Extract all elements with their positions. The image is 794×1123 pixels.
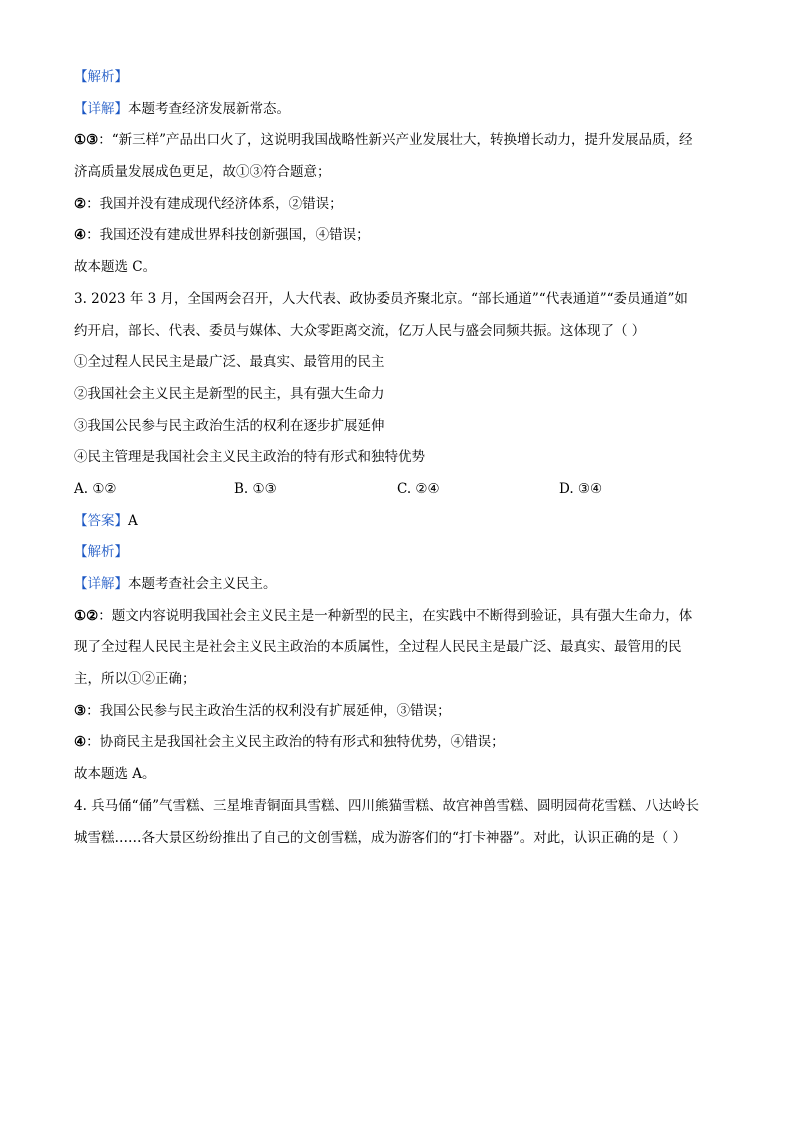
- option-a: A. ①②: [74, 480, 117, 497]
- answer-line: [74, 506, 730, 538]
- statement: ③我国公民参与民主政治生活的权利在逐步扩展延伸: [74, 417, 385, 434]
- point-text: ：题文内容说明我国社会主义民主是一种新型的民主，在实践中不断得到验证，具有强大生命力，体: [98, 607, 693, 624]
- analysis-heading: [74, 537, 730, 569]
- question-stem: 4. 兵马俑“俑”气雪糕、三星堆青铜面具雪糕、四川熊猫雪糕、故宫神兽雪糕、圆明园荷花雪糕、八达岭长: [74, 797, 699, 814]
- option-d: D. ③④: [559, 480, 603, 497]
- detail-text: 本题考查经济发展新常态。: [128, 100, 290, 117]
- analysis-point: [74, 220, 730, 252]
- analysis-heading: [74, 62, 730, 94]
- point-text: ：我国公民参与民主政治生活的权利没有扩展延伸，③错误；: [86, 702, 451, 719]
- answer-tag: 【答案】: [74, 512, 128, 529]
- question-stem: 约开启，部长、代表、委员与媒体、大众零距离交流，亿万人民与盛会同频共振。这体现了（ ）: [74, 322, 646, 339]
- point-text: ：我国并没有建成现代经济体系，②错误；: [86, 195, 343, 212]
- analysis-tag: 【解析】: [74, 69, 128, 85]
- analysis-point: [74, 125, 730, 157]
- analysis-point: [74, 157, 730, 189]
- point-text: 主，所以①②正确；: [74, 671, 196, 688]
- statement: ①全过程人民民主是最广泛、最真实、最管用的民主: [74, 354, 385, 371]
- detail-tag: 【详解】: [74, 576, 128, 592]
- conclusion: 故本题选 C。: [74, 259, 157, 276]
- point-marks: ③: [74, 702, 87, 719]
- point-marks: ④: [74, 227, 87, 244]
- document-page: [74, 62, 730, 854]
- detail-line: [74, 569, 730, 601]
- conclusion: 故本题选 A。: [74, 766, 156, 783]
- point-marks: ①③: [74, 132, 99, 149]
- point-marks: ②: [74, 195, 87, 212]
- detail-line: [74, 94, 730, 126]
- point-marks: ①②: [74, 607, 99, 624]
- option-c: C. ②④: [397, 480, 440, 497]
- point-text: 济高质量发展成色更足，故①③符合题意；: [74, 164, 331, 181]
- answer-value: A: [128, 512, 138, 529]
- option-b: B. ①③: [234, 480, 277, 497]
- analysis-point: [74, 601, 730, 633]
- analysis-point: [74, 189, 730, 221]
- point-text: ：我国还没有建成世界科技创新强国，④错误；: [86, 227, 370, 244]
- point-marks: ④: [74, 734, 87, 751]
- question-stem: 城雪糕……各大景区纷纷推出了自己的文创雪糕，成为游客们的“打卡神器”。对此，认识正确的是（ ）: [74, 829, 687, 846]
- detail-text: 本题考查社会主义民主。: [128, 576, 277, 592]
- detail-tag: 【详解】: [74, 100, 128, 117]
- analysis-point: [74, 632, 730, 664]
- analysis-tag: 【解析】: [74, 544, 128, 561]
- question-stem: 3. 2023 年 3 月，全国两会召开，人大代表、政协委员齐聚北京。“部长通道”“代表通道”“委员通道”如: [74, 290, 688, 307]
- statement: ②我国社会主义民主是新型的民主，具有强大生命力: [74, 385, 385, 402]
- analysis-point: [74, 696, 730, 728]
- analysis-point: [74, 727, 730, 759]
- statement: ④民主管理是我国社会主义民主政治的特有形式和独特优势: [74, 449, 425, 466]
- options-row: [74, 474, 730, 506]
- point-text: 现了全过程人民民主是社会主义民主政治的本质属性，全过程人民民主是最广泛、最真实、最管用的民: [74, 639, 682, 656]
- analysis-point: [74, 664, 730, 696]
- point-text: ：协商民主是我国社会主义民主政治的特有形式和独特优势，④错误；: [86, 734, 505, 751]
- point-text: ：“新三样”产品出口火了，这说明我国战略性新兴产业发展壮大，转换增长动力，提升发展品质，经: [98, 132, 693, 149]
